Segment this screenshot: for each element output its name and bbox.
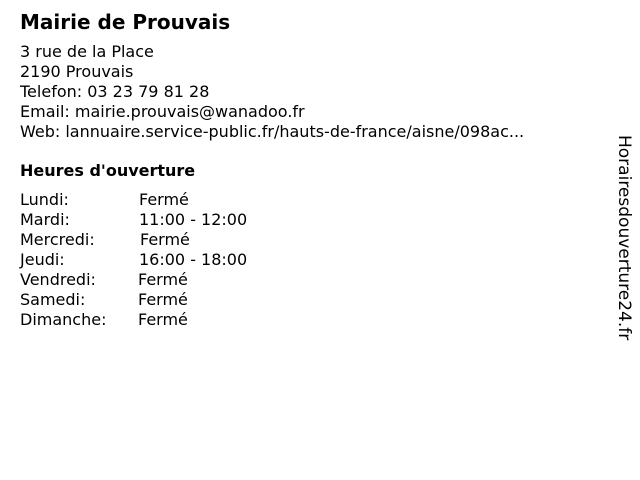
day-label: Jeudi:	[20, 250, 65, 269]
address-city: 2190 Prouvais	[20, 62, 134, 81]
day-label: Dimanche:	[20, 310, 107, 329]
phone-line[interactable]: Telefon: 03 23 79 81 28	[20, 82, 210, 101]
business-card	[20, 10, 600, 330]
hours-row-mercredi	[20, 230, 600, 250]
day-label: Lundi:	[20, 190, 69, 209]
time-value: 11:00 - 12:00	[139, 210, 248, 229]
opening-hours-heading: Heures d'ouverture	[20, 161, 196, 180]
day-label: Samedi:	[20, 290, 86, 309]
time-value: Fermé	[138, 310, 188, 329]
site-brand-vertical[interactable]: Horairesdouverture24.fr	[614, 135, 634, 341]
hours-row-vendredi	[20, 270, 600, 290]
address-street: 3 rue de la Place	[20, 42, 154, 61]
email-line[interactable]: Email: mairie.prouvais@wanadoo.fr	[20, 102, 305, 121]
time-value: Fermé	[139, 190, 189, 209]
time-value: Fermé	[138, 290, 188, 309]
day-label: Mardi:	[20, 210, 70, 229]
time-value: 16:00 - 18:00	[139, 250, 248, 269]
website-line[interactable]: Web: lannuaire.service-public.fr/hauts-de-france/aisne/098ac...	[20, 122, 525, 141]
hours-row-jeudi	[20, 250, 600, 270]
hours-row-lundi	[20, 190, 600, 210]
time-value: Fermé	[140, 230, 190, 249]
time-value: Fermé	[138, 270, 188, 289]
hours-row-mardi	[20, 210, 600, 230]
day-label: Vendredi:	[20, 270, 96, 289]
business-title: Mairie de Prouvais	[20, 10, 231, 34]
hours-row-samedi	[20, 290, 600, 310]
opening-hours-table	[20, 190, 600, 330]
day-label: Mercredi:	[20, 230, 95, 249]
hours-row-dimanche	[20, 310, 600, 330]
